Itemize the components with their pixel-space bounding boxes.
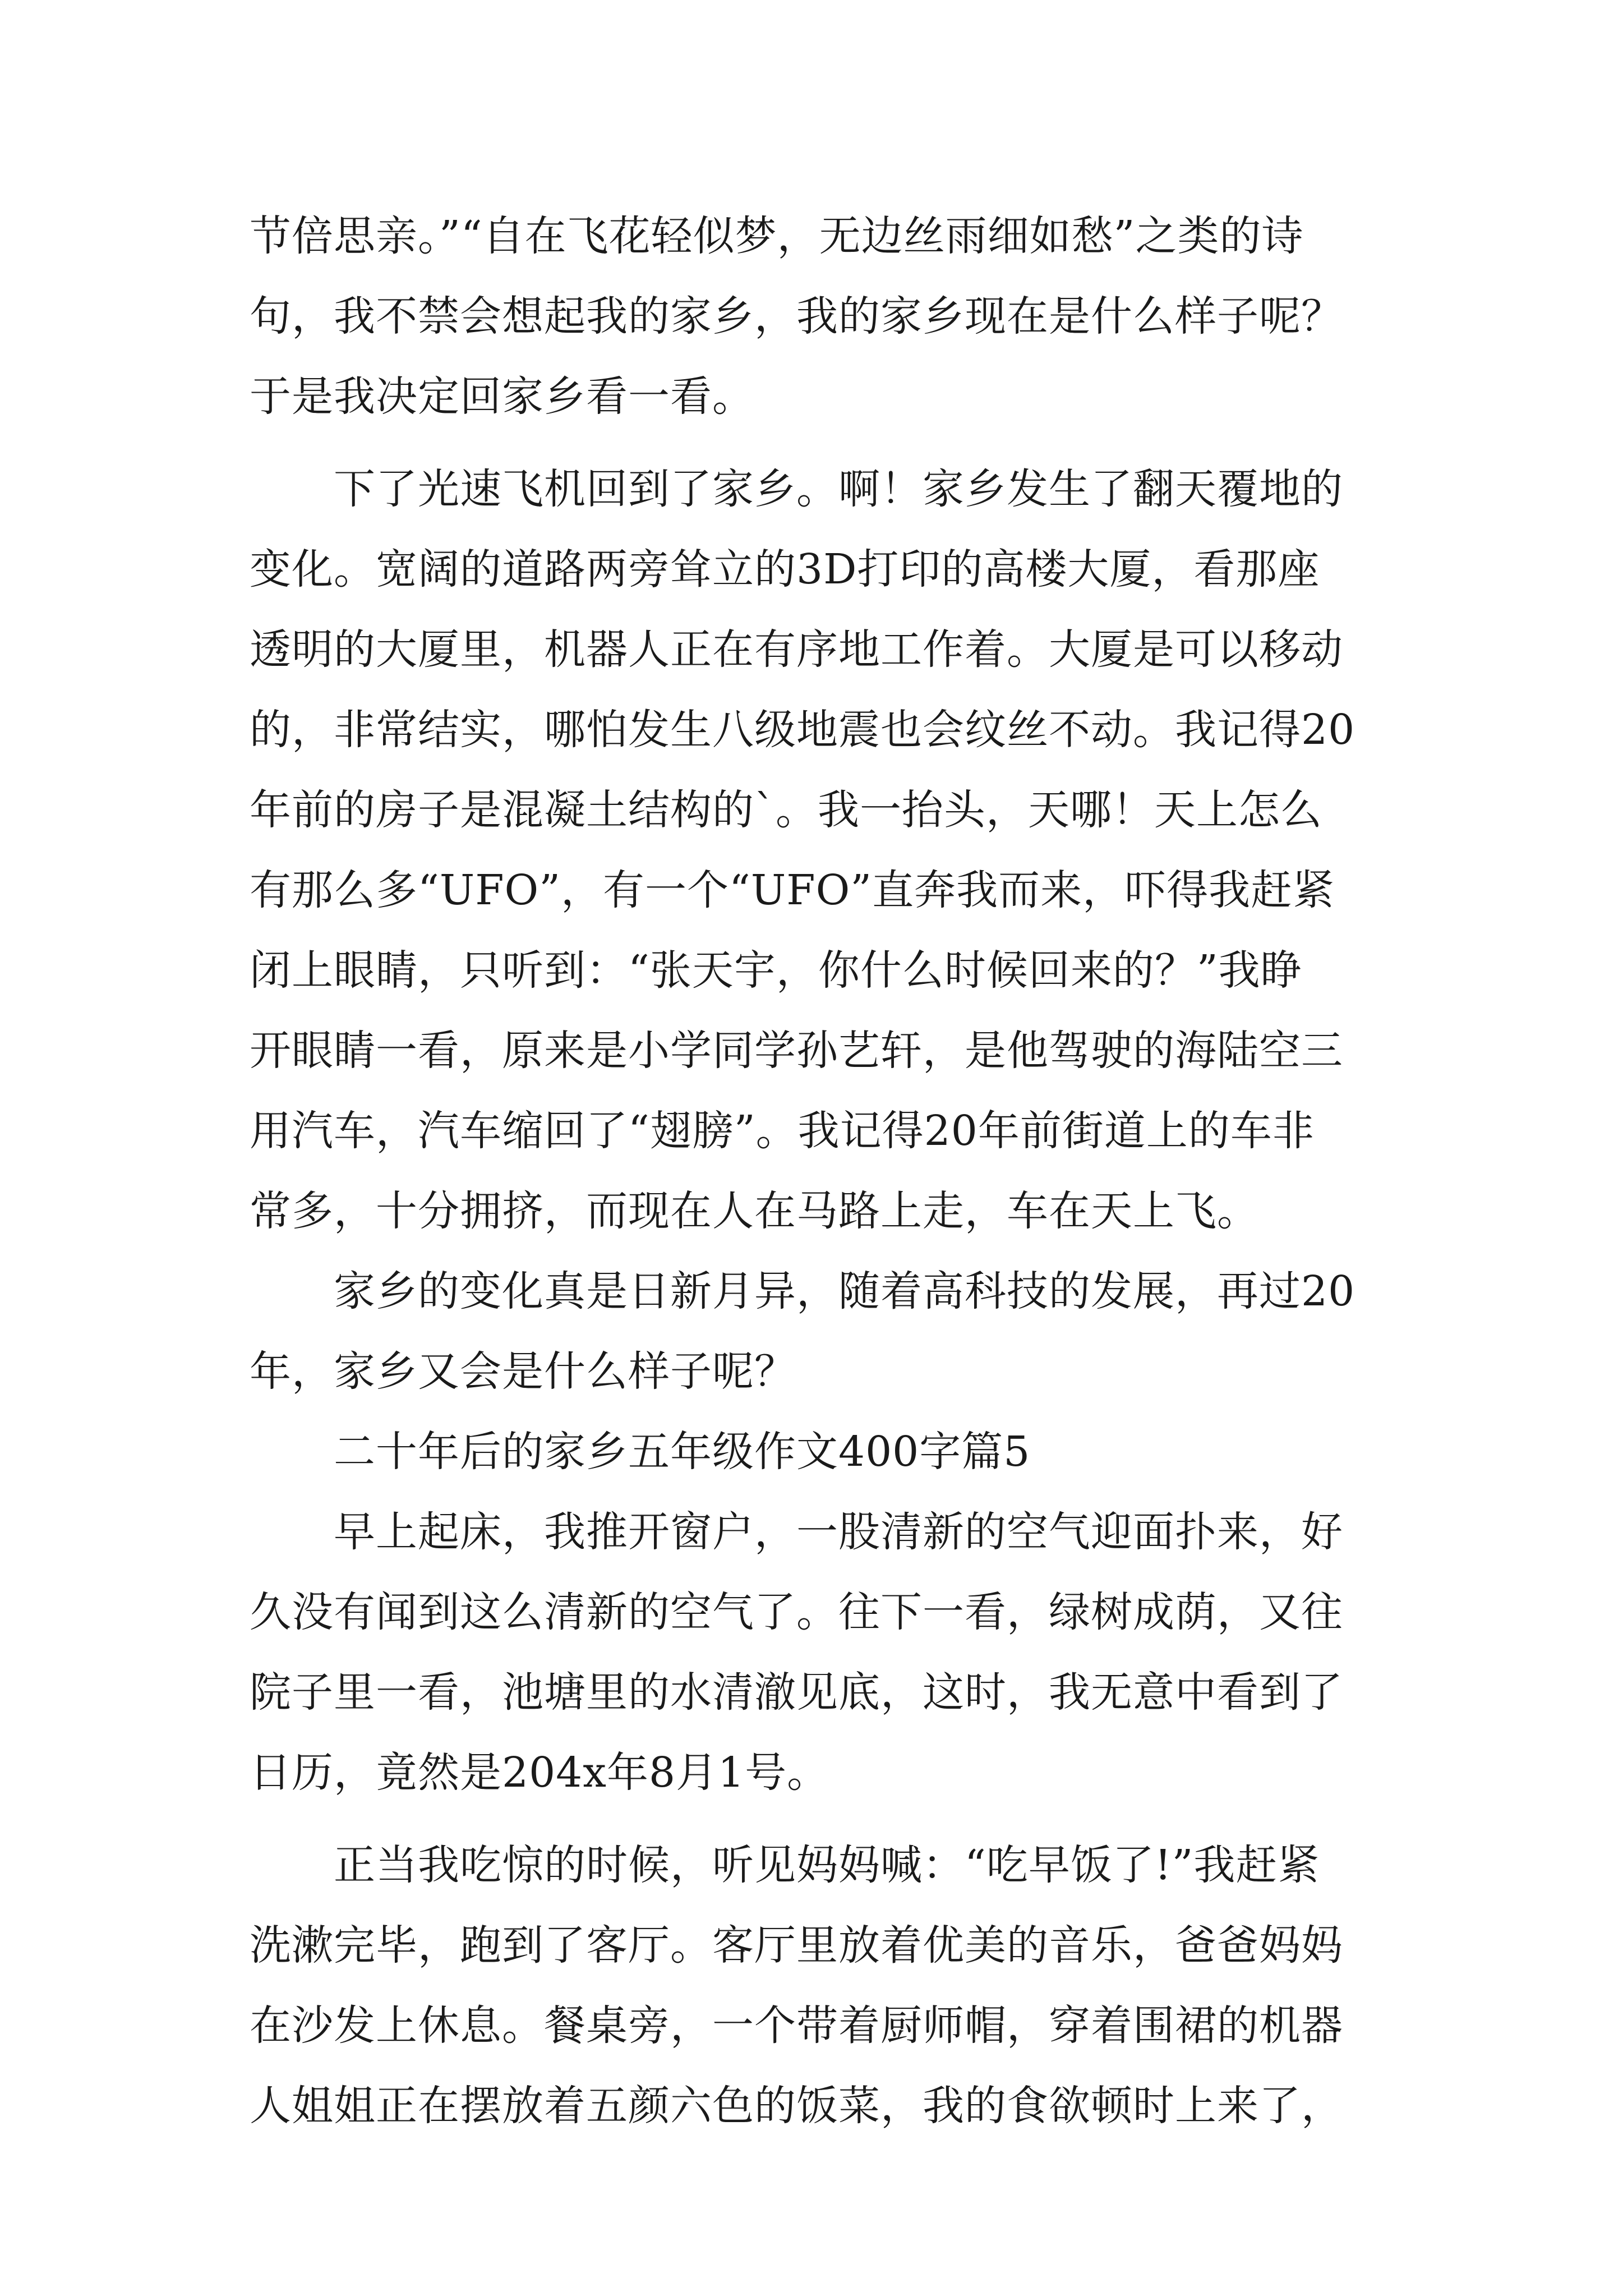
text-line: 在沙发上休息。餐桌旁，一个带着厨师帽，穿着围裙的机器 <box>250 2001 1343 2050</box>
text-line: 节倍思亲。”“自在飞花轻似梦，无边丝雨细如愁”之类的诗 <box>250 212 1304 260</box>
text-line: 日历，竟然是204x年8月1号。 <box>250 1749 829 1797</box>
text-line: 闭上眼睛，只听到：“张天宇，你什么时候回来的？”我睁 <box>250 946 1303 995</box>
text-line: 用汽车，汽车缩回了“翅膀”。我记得20年前街道上的车非 <box>250 1107 1315 1155</box>
text-line: 于是我决定回家乡看一看。 <box>250 372 754 421</box>
text-line: 的，非常结实，哪怕发生八级地震也会纹丝不动。我记得20 <box>250 706 1355 754</box>
text-line: 年，家乡又会是什么样子呢？ <box>250 1347 796 1396</box>
text-line: 年前的房子是混凝土结构的`。我一抬头，天哪！天上怎么 <box>250 786 1322 834</box>
article-body <box>250 196 1385 2146</box>
section-heading: 二十年后的家乡五年级作文400字篇5 <box>250 1428 1031 1476</box>
text-line: 正当我吃惊的时候，听见妈妈喊：“吃早饭了!”我赶紧 <box>250 1841 1320 1889</box>
text-line: 洗漱完毕，跑到了客厅。客厅里放着优美的音乐，爸爸妈妈 <box>250 1921 1343 1970</box>
text-line: 家乡的变化真是日新月异，随着高科技的发展，再过20 <box>250 1267 1355 1315</box>
text-line: 开眼睛一看，原来是小学同学孙艺轩，是他驾驶的海陆空三 <box>250 1027 1343 1075</box>
text-line: 下了光速飞机回到了家乡。啊！家乡发生了翻天覆地的 <box>250 465 1343 513</box>
text-line: 人姐姐正在摆放着五颜六色的饭菜，我的食欲顿时上来了， <box>250 2082 1343 2130</box>
text-line: 院子里一看，池塘里的水清澈见底，这时，我无意中看到了 <box>250 1668 1343 1717</box>
text-line: 有那么多“UFO”，有一个“UFO”直奔我而来，吓得我赶紧 <box>250 866 1335 914</box>
text-line: 透明的大厦里，机器人正在有序地工作着。大厦是可以移动 <box>250 625 1343 674</box>
text-line: 久没有闻到这么清新的空气了。往下一看，绿树成荫，又往 <box>250 1588 1343 1636</box>
text-line: 句，我不禁会想起我的家乡，我的家乡现在是什么样子呢？ <box>250 292 1343 341</box>
text-line: 变化。宽阔的道路两旁耸立的3D打印的高楼大厦，看那座 <box>250 545 1320 593</box>
text-line: 常多，十分拥挤，而现在人在马路上走，车在天上飞。 <box>250 1187 1259 1235</box>
text-line: 早上起床，我推开窗户，一股清新的空气迎面扑来，好 <box>250 1508 1343 1556</box>
